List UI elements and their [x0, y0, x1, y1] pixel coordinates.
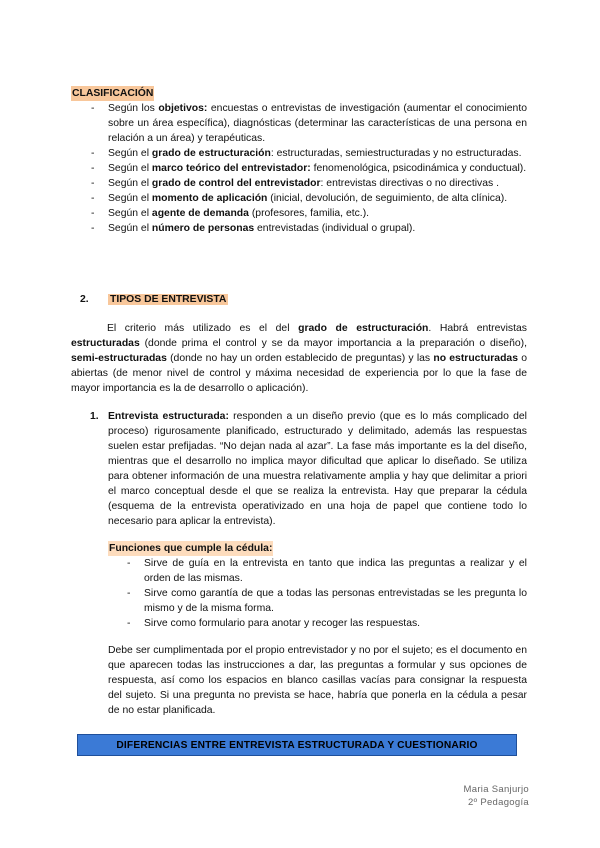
list-item: - Según el grado de estructuración: estructuradas, semiestructuradas y no estructuradas.: [91, 146, 527, 161]
clasificacion-list: [91, 101, 527, 236]
list-item: - Según los objetivos: encuestas o entrevistas de investigación (aumentar el conocimiento sobre un área específica), diagnósticas (determinar las características de una persona en relación a un área) y terapéuticas.: [91, 101, 527, 146]
item-text: Entrevista estructurada: responden a un diseño previo (que es lo más complicado del proceso) rigurosamente planificado, estructurado y delimitado, además las respuestas suelen estar prefijadas. “No dejan nada al azar”. La fase más importante es la del diseño, mientras que el desarrollo no implica mayor dificultad que aplicar lo diseñado. Se utiliza para obtener información de una muestra relativamente amplia y hay que delimitar a priori el marco conceptual desde el que se realiza la entrevista. Hay que preparar la cédula (esquema de la entrevista operativizado en una hoja de papel que contiene todo lo necesario para aplicar la entrevista).: [108, 411, 527, 527]
footer-course: 2º Pedagogía: [468, 797, 529, 808]
funciones-list: [127, 556, 527, 631]
list-item: - Según el agente de demanda (profesores, familia, etc.).: [91, 206, 527, 221]
list-item: - Sirve de guía en la entrevista en tanto que indica las preguntas a realizar y el orden de las mismas.: [127, 556, 527, 586]
list-item: - Según el número de personas entrevistadas (individual o grupal).: [91, 221, 527, 236]
list-item: - Sirve como garantía de que a todas las personas entrevistadas se les pregunta lo mismo y de la misma forma.: [127, 586, 527, 616]
item-number: 1.: [90, 411, 99, 422]
section-number: 2.: [80, 294, 89, 305]
funciones-heading: Funciones que cumple la cédula:: [109, 543, 273, 554]
list-item: - Sirve como formulario para anotar y recoger las respuestas.: [127, 616, 527, 631]
list-item: - Según el marco teórico del entrevistador: fenomenológica, psicodinámica y conductual).: [91, 161, 527, 176]
clasificacion-heading: CLASIFICACIÓN: [72, 88, 154, 99]
closing-paragraph: Debe ser cumplimentada por el propio entrevistador y no por el sujeto; es el documento en que aparecen todas las instrucciones a dar, las preguntas a formular y sus opciones de respuesta, así como los espacios en blanco casillas vacías para consignar la respuesta del sujeto. Si una pregunta no prevista se hace, habría que ponerla en la cédula a pesar de no estar planificada.: [108, 645, 527, 716]
footer-author: Maria Sanjurjo: [463, 784, 529, 795]
list-item: - Según el momento de aplicación (inicial, devolución, de seguimiento, de alta clínica).: [91, 191, 527, 206]
section-heading: [80, 292, 228, 307]
list-item: - Según el grado de control del entrevistador: entrevistas directivas o no directivas .: [91, 176, 527, 191]
section-title: TIPOS DE ENTREVISTA: [110, 294, 227, 305]
section-banner: DIFERENCIAS ENTRE ENTREVISTA ESTRUCTURADA Y CUESTIONARIO: [77, 734, 517, 756]
intro-paragraph: El criterio más utilizado es el del grado de estructuración. Habrá entrevistas estructuradas (donde prima el control y se da mayor importancia a la preparación o diseño), semi-estructuradas (donde no hay un orden establecido de preguntas) y las no estructuradas o abiertas (de menor nivel de control y máxima necesidad de experiencia por lo que la fase de mayor importancia es la de desarrollo o aplicación).: [71, 323, 527, 394]
footer: [464, 783, 529, 809]
